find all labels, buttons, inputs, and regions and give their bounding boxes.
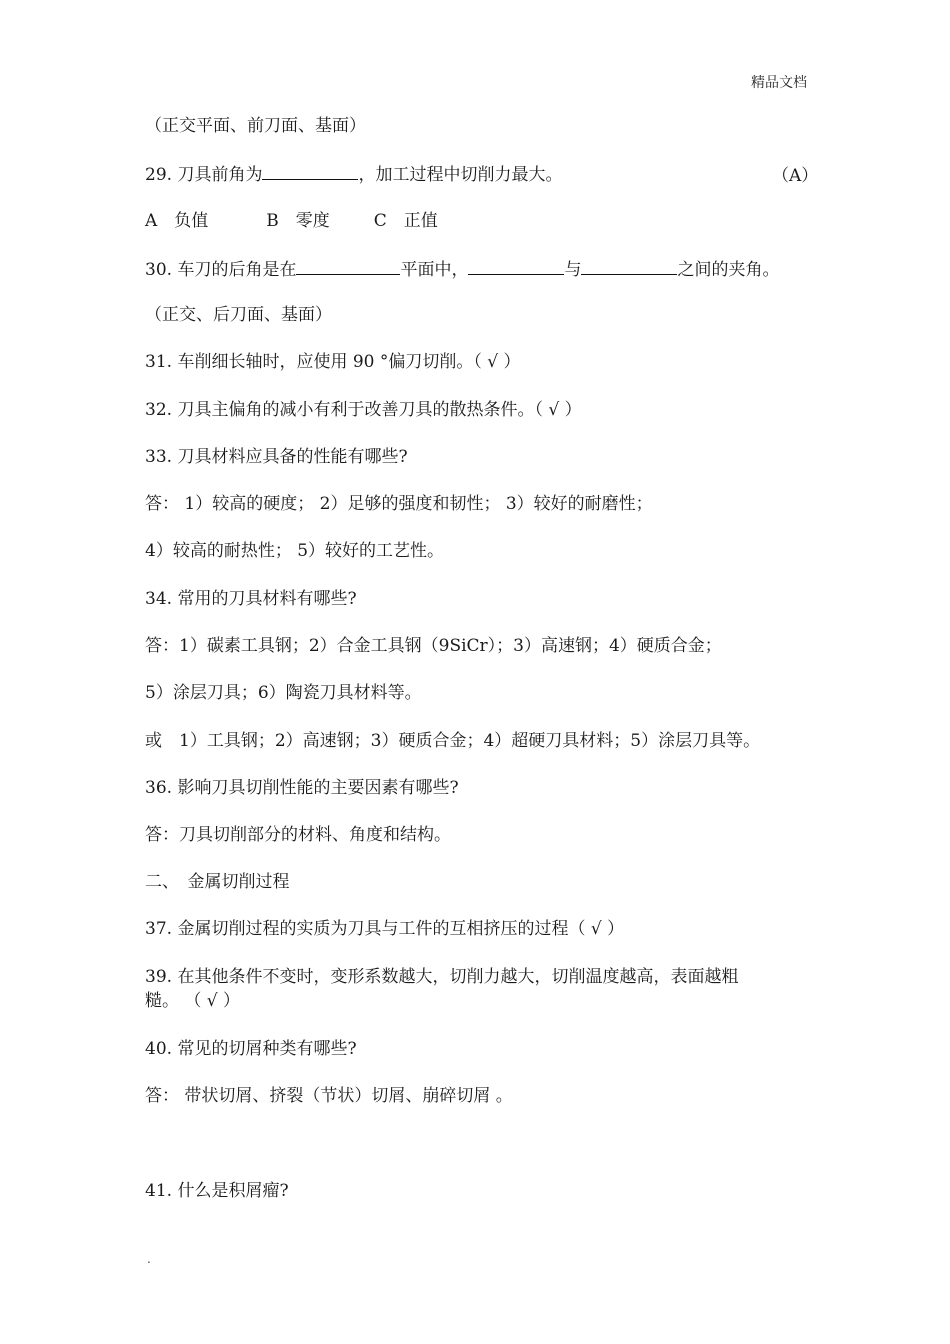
option-c: C 正值: [373, 211, 438, 231]
question-30-text-a: 30. 车刀的后角是在: [145, 260, 297, 280]
blank-30-1: [296, 256, 400, 275]
question-30-text-c: 与: [564, 260, 582, 280]
footer-dot: .: [147, 1252, 151, 1266]
answer-36: 答：刀具切削部分的材料、角度和结构。: [145, 825, 451, 845]
answer-33-line-2: 4）较高的耐热性； 5）较好的工艺性。: [145, 541, 445, 561]
blank-30-3: [581, 256, 677, 275]
question-39-line-2: 糙。 （ √ ）: [145, 991, 241, 1011]
blank-29: [262, 161, 358, 180]
answer-34-line-3: 或 1）工具钢；2）高速钢；3）硬质合金；4）超硬刀具材料；5）涂层刀具等。: [145, 731, 761, 751]
answer-30: （正交、后刀面、基面）: [145, 305, 332, 325]
question-29: [145, 161, 562, 187]
question-32: 32. 刀具主偏角的减小有利于改善刀具的散热条件。（ √ ）: [145, 400, 582, 420]
options-29: [145, 209, 438, 233]
question-41: 41. 什么是积屑瘤?: [145, 1181, 289, 1201]
question-29-text-a: 29. 刀具前角为: [145, 165, 263, 185]
question-31: 31. 车削细长轴时，应使用 90 °偏刀切削。（ √ ）: [145, 352, 521, 372]
question-30-text-d: 之间的夹角。: [677, 260, 780, 280]
question-40: 40. 常见的切屑种类有哪些?: [145, 1039, 357, 1059]
answer-34-line-1: 答：1）碳素工具钢；2）合金工具钢（9SiCr）；3）高速钢；4）硬质合金；: [145, 636, 722, 656]
question-30-text-b: 平面中，: [400, 260, 469, 280]
question-29-answer: （A）: [772, 166, 819, 186]
answer-34-line-2: 5）涂层刀具；6）陶瓷刀具材料等。: [145, 683, 422, 703]
blank-30-2: [468, 256, 564, 275]
section-heading-2: 二、 金属切削过程: [145, 872, 290, 892]
answer-40: 答： 带状切屑、挤裂（节状）切屑、崩碎切屑 。: [145, 1086, 513, 1106]
answer-line-28: （正交平面、前刀面、基面）: [145, 116, 366, 136]
question-39-line-1: 39. 在其他条件不变时，变形系数越大，切削力越大，切削温度越高，表面越粗: [145, 967, 739, 987]
question-30: [145, 256, 779, 282]
question-36: 36. 影响刀具切削性能的主要因素有哪些?: [145, 778, 459, 798]
question-37: 37. 金属切削过程的实质为刀具与工件的互相挤压的过程（ √ ）: [145, 919, 625, 939]
question-34: 34. 常用的刀具材料有哪些?: [145, 589, 357, 609]
option-b: B 零度: [266, 211, 330, 231]
question-33: 33. 刀具材料应具备的性能有哪些?: [145, 447, 408, 467]
page-header: 精品文档: [751, 75, 807, 91]
question-29-text-b: ，加工过程中切削力最大。: [358, 165, 563, 185]
answer-33-line-1: 答： 1）较高的硬度； 2）足够的强度和韧性； 3）较好的耐磨性；: [145, 494, 653, 514]
option-a: A 负值: [145, 211, 209, 231]
